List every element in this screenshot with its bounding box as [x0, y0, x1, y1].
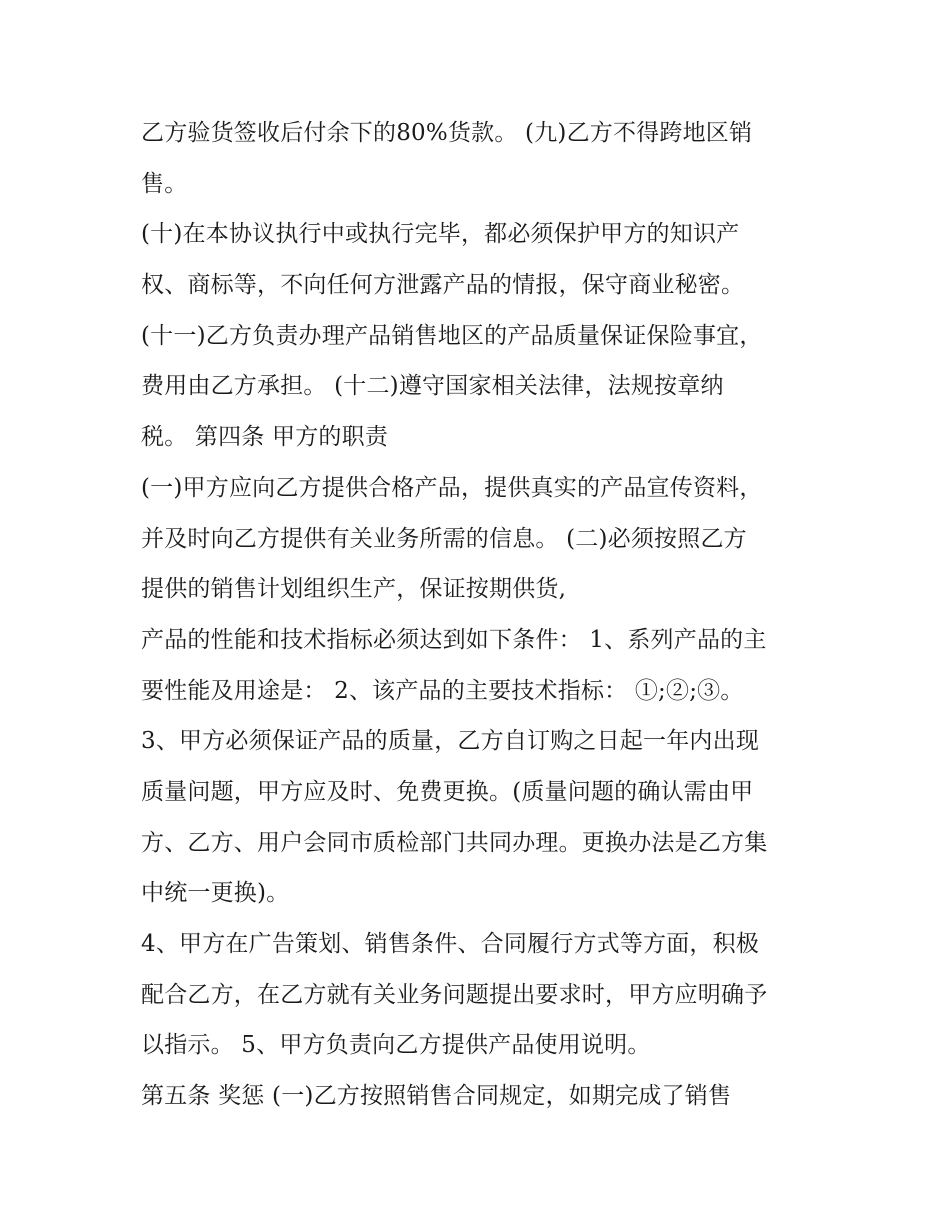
text-line: 售。 — [141, 170, 188, 197]
text-line: 乙方验货签收后付余下的80%货款。 (九)乙方不得跨地区销 — [141, 120, 753, 146]
text-line: 税。 第四条 甲方的职责 — [141, 424, 389, 451]
text-line: 产品的性能和技术指标必须达到如下条件： 1、系列产品的主 — [141, 626, 767, 653]
text-line: 要性能及用途是： 2、该产品的主要技术指标： ①;②;③。 — [141, 677, 744, 704]
text-line: 3、甲方必须保证产品的质量，乙方自订购之日起一年内出现 — [141, 728, 760, 755]
text-line: 权、商标等，不向任何方泄露产品的情报，保守商业秘密。 — [141, 272, 745, 299]
text-line: (一)甲方应向乙方提供合格产品，提供真实的产品宣传资料， — [141, 474, 763, 501]
text-line: (十)在本协议执行中或执行完毕，都必须保护甲方的知识产 — [141, 221, 740, 248]
text-line: 费用由乙方承担。 (十二)遵守国家相关法律，法规按章纳 — [141, 373, 724, 400]
text-line: 提供的销售计划组织生产，保证按期供货, — [141, 576, 567, 603]
text-line: 质量问题，甲方应及时、免费更换。(质量问题的确认需由甲 — [141, 778, 754, 805]
text-line: 配合乙方，在乙方就有关业务问题提出要求时，甲方应明确予 — [141, 981, 768, 1008]
text-line: 方、乙方、用户会同市质检部门共同办理。更换办法是乙方集 — [141, 829, 768, 856]
text-line: 第五条 奖惩 (一)乙方按照销售合同规定，如期完成了销售 — [141, 1083, 732, 1110]
text-line: 中统一更换)。 — [141, 880, 290, 907]
text-line: (十一)乙方负责办理产品销售地区的产品质量保证保险事宜， — [141, 322, 763, 349]
text-line: 以指示。 5、甲方负责向乙方提供产品使用说明。 — [141, 1032, 651, 1059]
text-line: 并及时向乙方提供有关业务所需的信息。 (二)必须按照乙方 — [141, 525, 747, 552]
text-line: 4、甲方在广告策划、销售条件、合同履行方式等方面，积极 — [141, 931, 760, 957]
document-body — [141, 108, 831, 1122]
